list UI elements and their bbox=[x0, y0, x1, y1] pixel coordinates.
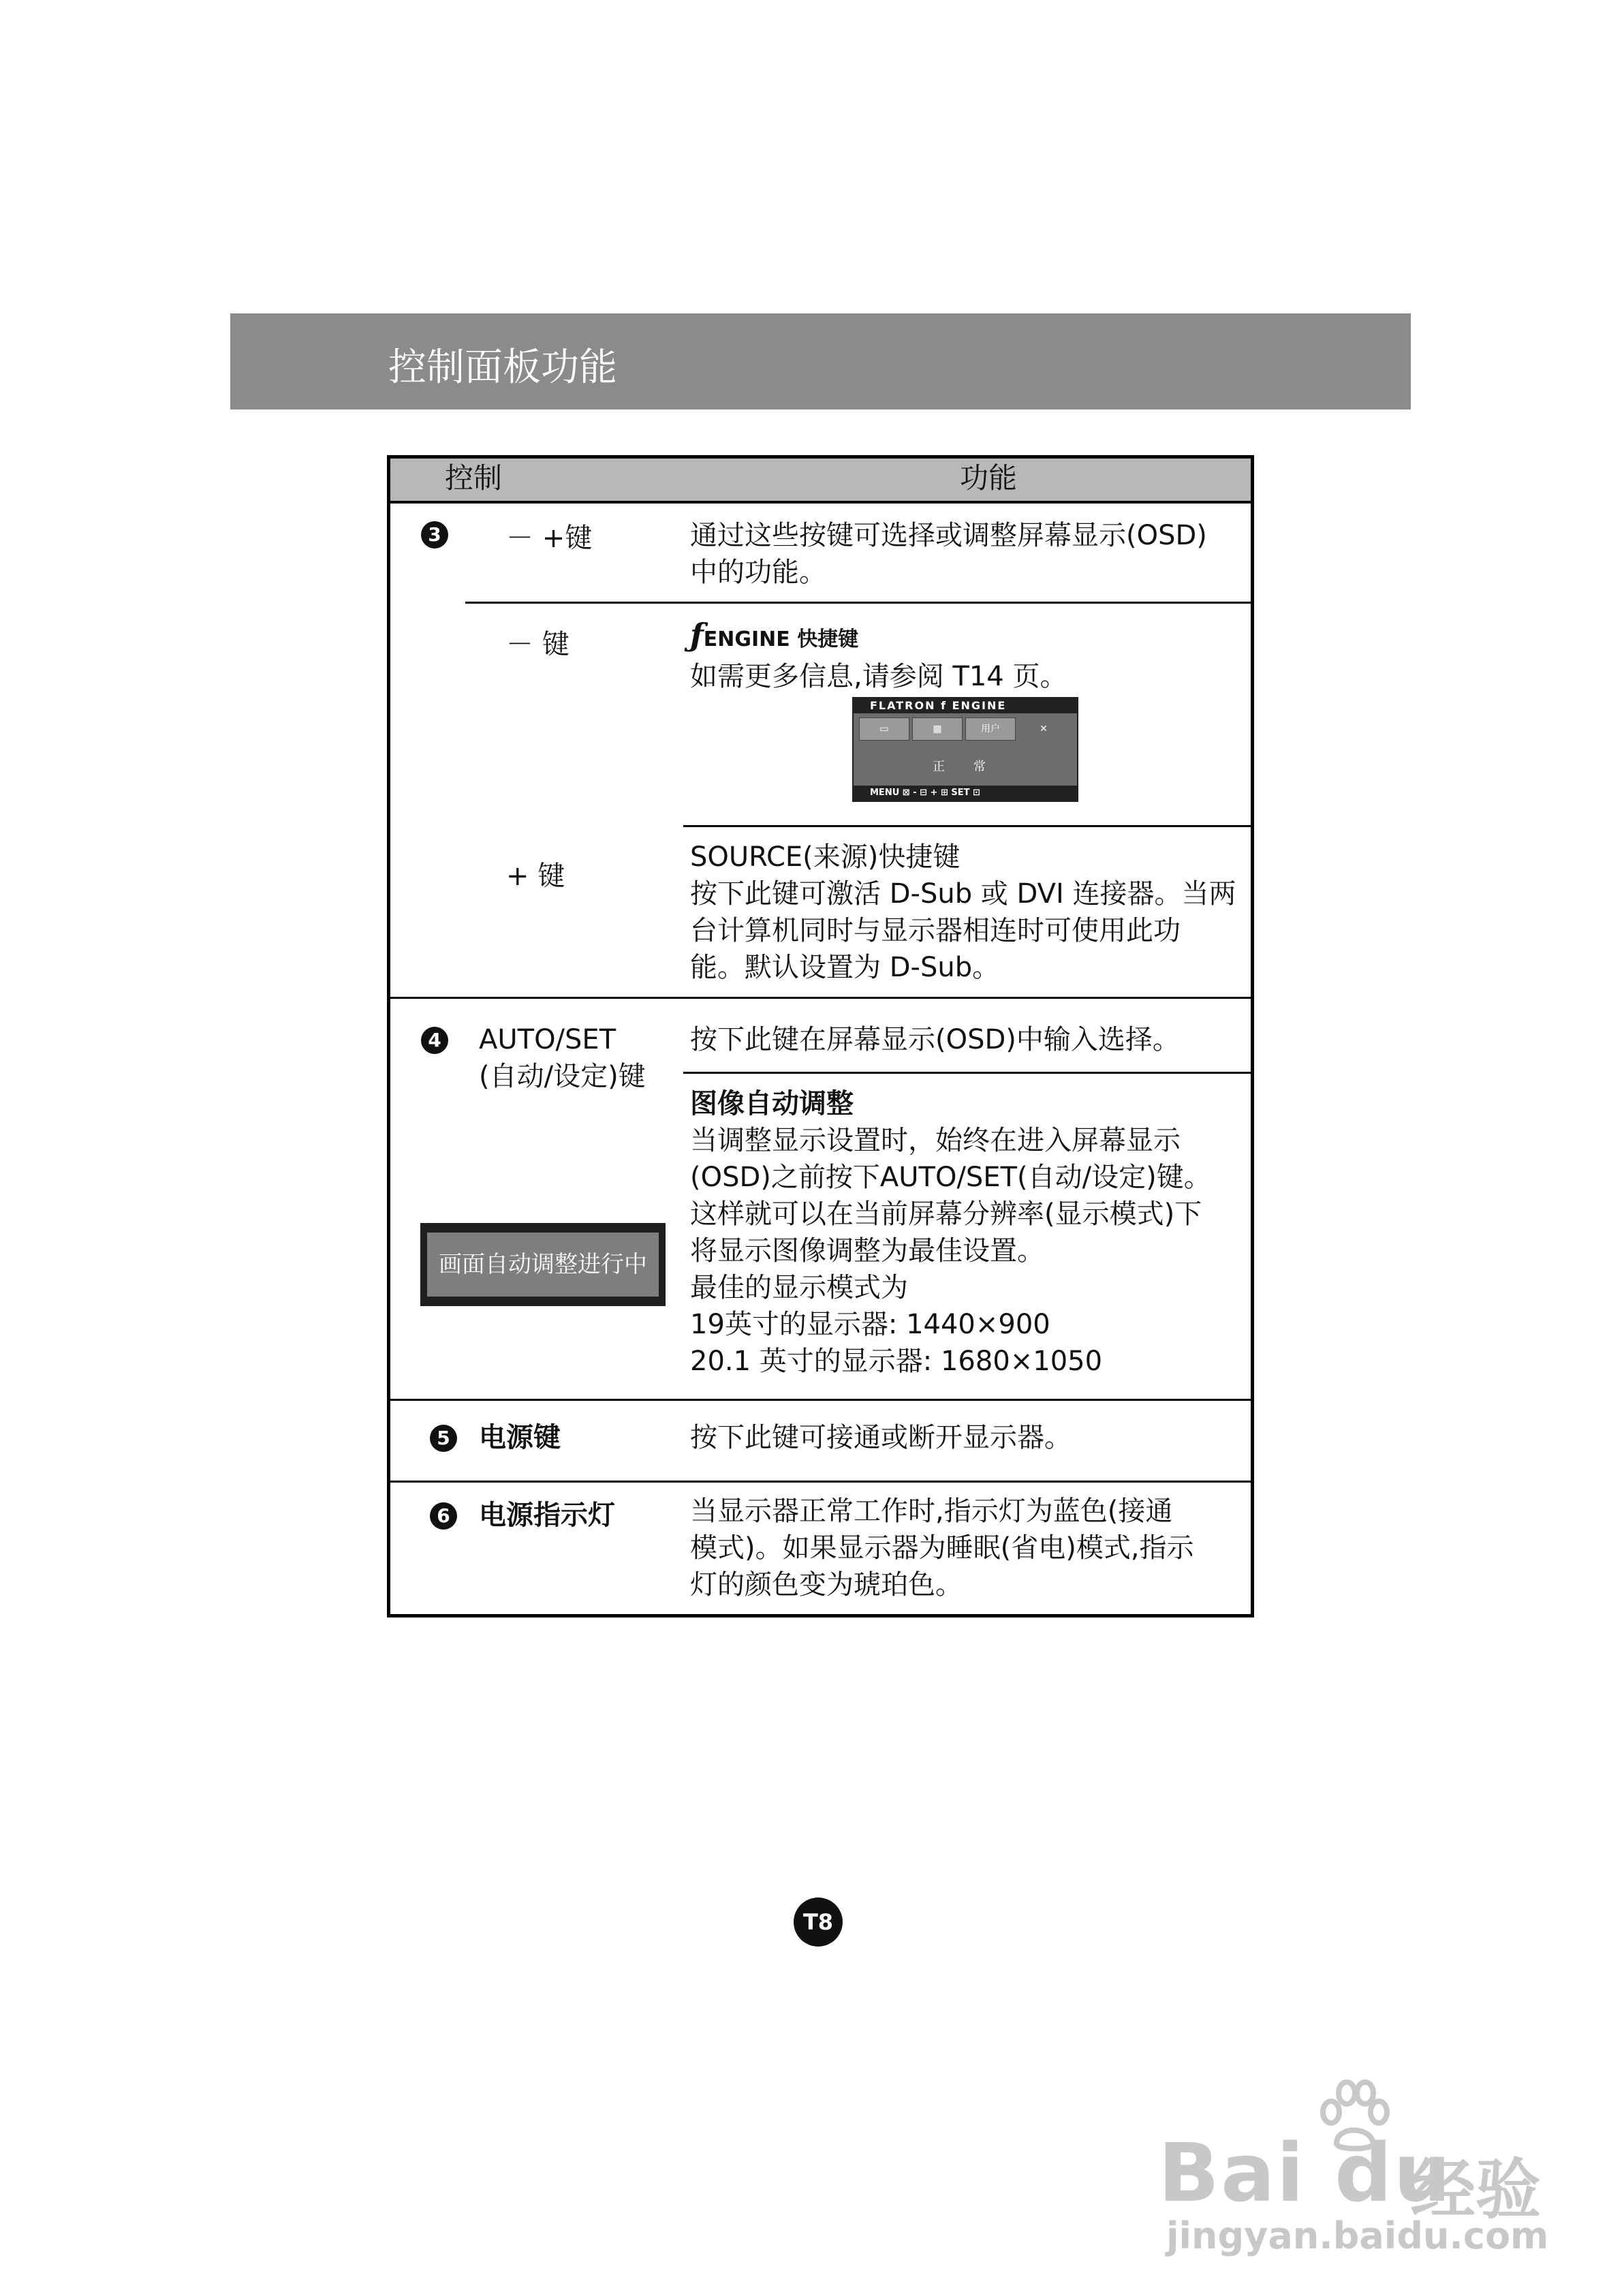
row-number-3: 3 bbox=[421, 521, 448, 548]
tools-icon: ✕ bbox=[1018, 717, 1069, 741]
auto-adjust-osd-image bbox=[420, 1223, 666, 1306]
f-engine-osd-image bbox=[852, 697, 1078, 802]
row-number-4: 4 bbox=[421, 1027, 448, 1054]
grid-icon: ▦ bbox=[912, 717, 963, 741]
minus-key-label: － 键 bbox=[506, 629, 569, 660]
power-key-desc: 按下此键可接通或断开显示器。 bbox=[690, 1422, 1072, 1453]
page-number-badge: T8 bbox=[794, 1898, 843, 1947]
header-band bbox=[230, 313, 1411, 409]
osd-bottom-bar: MENU ⊠ - ⊟ + ⊞ SET ⊡ bbox=[854, 786, 1077, 801]
power-indicator-desc: 当显示器正常工作时,指示灯为蓝色(接通 模式)。如果显示器为睡眠(省电)模式,指示 灯的颜色变为琥珀色。 bbox=[690, 1496, 1194, 1600]
divider bbox=[683, 825, 1251, 827]
control-function-table bbox=[387, 455, 1254, 1617]
col-header-control: 控制 bbox=[445, 461, 503, 495]
minus-key-desc: ƒENGINE 快捷键 如需更多信息,请参阅 T14 页。 bbox=[690, 617, 1067, 692]
row-number-5: 5 bbox=[430, 1425, 457, 1452]
divider bbox=[465, 602, 1251, 604]
page-title: 控制面板功能 bbox=[388, 345, 617, 390]
divider bbox=[683, 1072, 1251, 1074]
osd-mode: 正 常 bbox=[933, 760, 998, 774]
f-engine-logo-icon: ƒ bbox=[690, 617, 704, 653]
auto-adjust-message: 画面自动调整进行中 bbox=[427, 1233, 659, 1297]
row-divider bbox=[390, 1481, 1251, 1483]
minus-plus-key-label: － +键 bbox=[506, 523, 593, 554]
minus-plus-key-desc: 通过这些按键可选择或调整屏幕显示(OSD) 中的功能。 bbox=[690, 520, 1207, 588]
row-divider bbox=[390, 997, 1251, 999]
monitor-icon: ▭ bbox=[859, 717, 909, 741]
watermark-brand: Bai du bbox=[1158, 2126, 1452, 2220]
power-key-label: 电源键 bbox=[479, 1422, 561, 1453]
row-divider bbox=[390, 1399, 1251, 1401]
osd-user-tab: 用户 bbox=[965, 717, 1016, 741]
row-number-6: 6 bbox=[430, 1502, 457, 1530]
auto-set-key-desc: 按下此键在屏幕显示(OSD)中输入选择。 bbox=[690, 1024, 1180, 1055]
baidu-jingyan-watermark bbox=[1158, 2078, 1549, 2257]
auto-set-key-label: AUTO/SET (自动/设定)键 bbox=[479, 1024, 646, 1092]
watermark-jingyan: 经验 bbox=[1410, 2152, 1541, 2228]
watermark-url: jingyan.baidu.com bbox=[1166, 2214, 1549, 2257]
col-header-function: 功能 bbox=[960, 461, 1018, 495]
table-header bbox=[390, 459, 1251, 504]
auto-adjust-desc: 图像自动调整 当调整显示设置时，始终在进入屏幕显示 (OSD)之前按下AUTO/SET(自动/设定)键。 这样就可以在当前屏幕分辨率(显示模式)下 将显示图像调整为最佳设置。 最佳的显示模式为 19英寸的显示器: 1440×900 20.1 英寸的显示器: 1680×1050 bbox=[690, 1088, 1211, 1377]
osd-title: FLATRON f ENGINE bbox=[854, 698, 1077, 713]
plus-key-desc: SOURCE(来源)快捷键 按下此键可激活 D-Sub 或 DVI 连接器。当两 台计算机同时与显示器相连时可使用此功 能。默认设置为 D-Sub。 bbox=[690, 841, 1236, 983]
power-indicator-label: 电源指示灯 bbox=[479, 1500, 615, 1531]
plus-key-label: + 键 bbox=[506, 861, 565, 892]
